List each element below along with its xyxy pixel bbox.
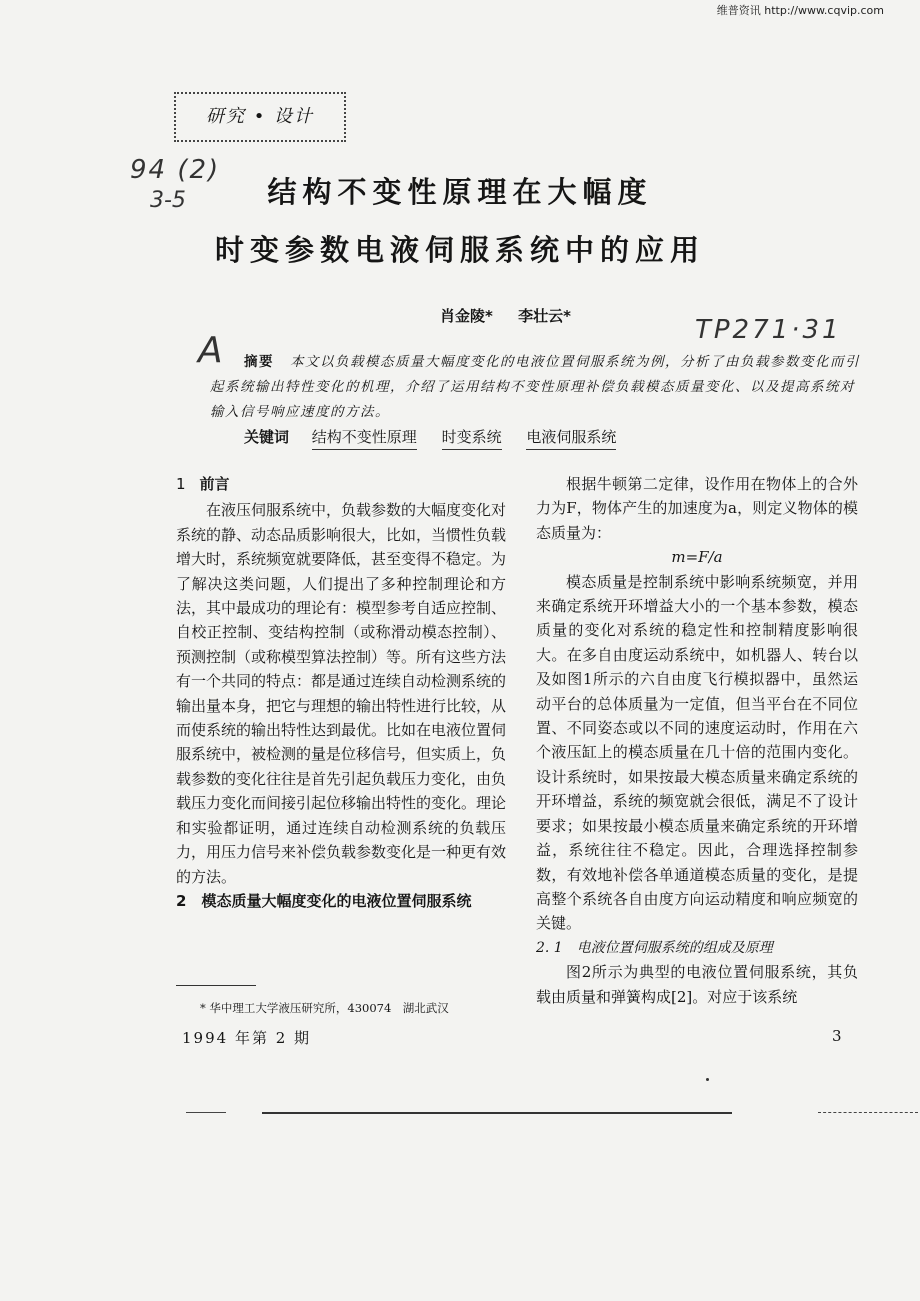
handwritten-class-code: TP271·31 (695, 315, 842, 345)
issue-label: 1994 年第 2 期 (182, 1029, 312, 1047)
right-paragraph-2: 模态质量是控制系统中影响系统频宽，并用来确定系统开环增益大小的一个基本参数，模态质量的变化对系统的稳定性和控制精度影响很大。在多自由度运动系统中，如机器人、转台以及如图1所示的六自由度飞行模拟器中，虽然运动平台的总体质量为一定值，但当平台在不同位置、不同姿态或以不同的速度运动时，作用在六个液压缸上的模态质量在几十倍的范围内变化。设计系统时，如果按最大模态质量来确定系统的开环增益，系统的频宽就会很低，满足不了设计要求；如果按最小模态质量来确定系统的开环增益，系统往往不稳定。因此，合理选择控制参数，有效地补偿各单通道模态质量的变化，是提高整个系统各自由度方向运动精度和响应频宽的关键。 (536, 572, 858, 933)
section-1-number: 1 (176, 475, 186, 493)
section-2-title: 模态质量大幅度变化的电液位置伺服系统 (201, 891, 472, 910)
keyword-2: 时变系统 (442, 428, 502, 450)
right-paragraph-3: 图2所示为典型的电液位置伺服系统，其负载由质量和弹簧构成[2]。对应于该系统 (536, 963, 858, 1006)
section-1-heading (176, 472, 506, 496)
title-line-1: 结构不变性原理在大幅度 (267, 175, 653, 209)
left-column (176, 472, 506, 913)
page-number: 3 (832, 1027, 842, 1045)
scan-artifact-line (818, 1112, 918, 1113)
keyword-3: 电液伺服系统 (526, 428, 616, 450)
keywords (244, 426, 636, 447)
handwritten-mark: A (198, 330, 223, 371)
abstract (210, 350, 860, 425)
subsection-heading: 2. 1 电液位置伺服系统的组成及原理 (536, 939, 773, 956)
right-paragraph-1: 根据牛顿第二定律，设作用在物体上的合外力为F，物体产生的加速度为a，则定义物体的模态质量为： (536, 475, 858, 542)
formula: m=F/a (671, 548, 723, 567)
authors: 肖金陵* 李壮云* (440, 307, 571, 325)
abstract-label: 摘要 (244, 354, 274, 370)
watermark-url: 维普资讯 http://www.cqvip.com (716, 4, 884, 17)
section-2-heading (176, 889, 506, 913)
abstract-text: 本文以负载模态质量大幅度变化的电液位置伺服系统为例，分析了由负载参数变化而引起系统输出特性变化的机理，介绍了运用结构不变性原理补偿负载模态质量变化、以及提高系统对输入信号响应速度的方法。 (210, 354, 860, 420)
right-column (536, 472, 858, 1009)
handwritten-ref2: 3-5 (150, 188, 186, 213)
keyword-1: 结构不变性原理 (312, 428, 417, 450)
scan-artifact-line (186, 1112, 226, 1113)
section-1-title: 前言 (199, 475, 230, 493)
section-label: 研究 • 设计 (205, 106, 315, 127)
scan-artifact-line (262, 1112, 732, 1114)
footnote-rule (176, 985, 256, 986)
section-1-paragraph: 在液压伺服系统中，负载参数的大幅度变化对系统的静、动态品质影响很大，比如，当惯性负载增大时，系统频宽就要降低，甚至变得不稳定。为了解决这类问题，人们提出了多种控制理论和方法，其中最成功的理论有：模型参考自适应控制、自校正控制、变结构控制（或称滑动模态控制）、预测控制（或称模型算法控制）等。所有这些方法有一个共同的特点：都是通过连续自动检测系统的输出量本身，把它与理想的输出特性进行比较，从而使系统的输出特性达到最优。比如在电液位置伺服系统中，被检测的量是位移信号，但实质上，负载参数的变化往往是首先引起负载压力变化，由负载压力变化而间接引起位移输出特性的变化。理论和实验都证明，通过连续自动检测系统的负载压力，用压力信号来补偿负载参数变化是一种更有效的方法。 (176, 501, 507, 886)
section-label-box (174, 92, 346, 142)
section-2-number: 2 (176, 891, 187, 910)
keywords-label: 关键词 (244, 428, 290, 446)
handwritten-ref1: 94 (2) (130, 155, 221, 185)
footnote: * 华中理工大学液压研究所，430074 湖北武汉 (200, 1001, 449, 1015)
title-line-2: 时变参数电液伺服系统中的应用 (214, 233, 705, 267)
scan-dot (706, 1078, 709, 1081)
